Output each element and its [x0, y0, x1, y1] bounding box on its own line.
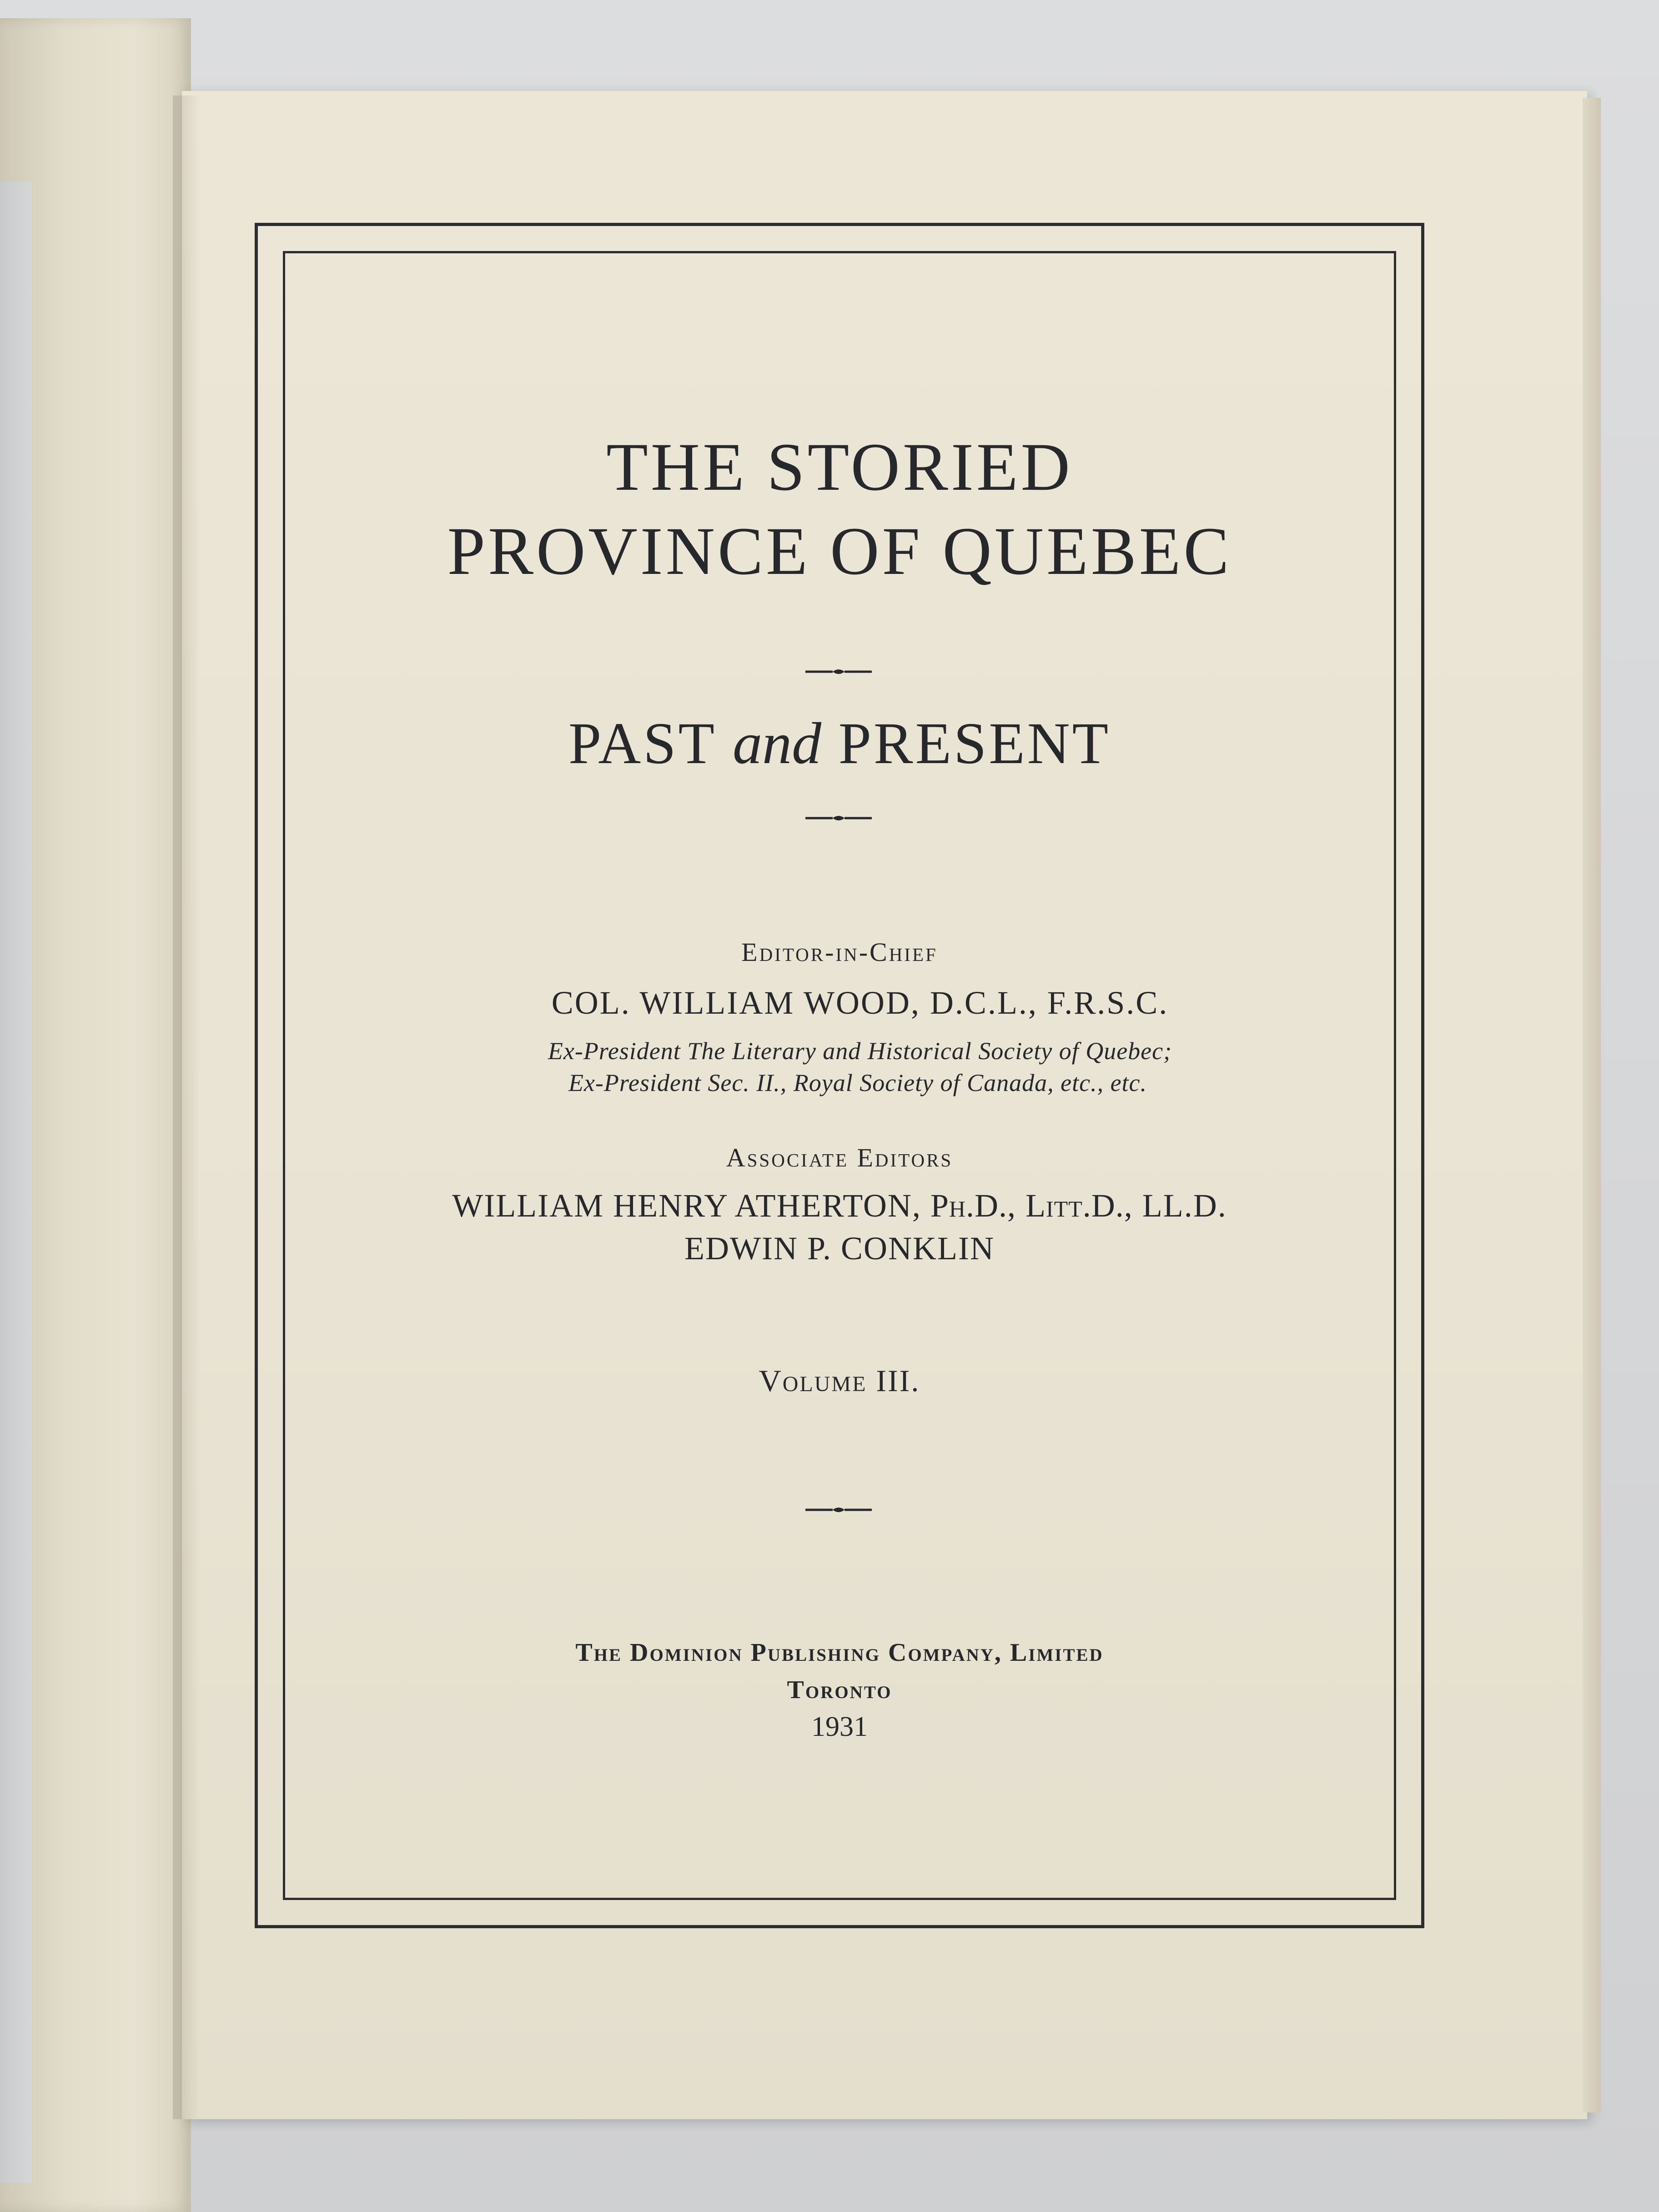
editor-credit-line-1: Ex-President The Literary and Historical Society of Quebec;: [548, 1037, 1172, 1065]
associate-editors-label: Associate Editors: [726, 1143, 953, 1172]
subtitle-part-and: and: [733, 711, 822, 776]
editor-in-chief-name: COL. WILLIAM WOOD, D.C.L., F.R.S.C.: [551, 985, 1169, 1021]
associate-editor-1: [283, 1187, 1396, 1225]
publisher-name: The Dominion Publishing Company, Limited: [575, 1639, 1104, 1667]
facing-page-edge: [0, 182, 32, 2183]
ornament-rule-bottom: [804, 1504, 873, 1515]
page-block-edge: [1583, 98, 1601, 2112]
degree-lld: , LL.D.: [1124, 1187, 1227, 1224]
subtitle-part-past: PAST: [568, 711, 733, 776]
associate-editor-1-name: WILLIAM HENRY ATHERTON,: [452, 1187, 930, 1224]
gutter-shadow: [173, 96, 200, 2119]
publication-year: 1931: [811, 1711, 868, 1742]
title-page-content: [283, 251, 1396, 1900]
publisher-city: Toronto: [787, 1676, 892, 1704]
subtitle-part-present: PRESENT: [821, 711, 1111, 776]
associate-editor-2: EDWIN P. CONKLIN: [684, 1230, 995, 1267]
book-title-line-1: THE STORIED: [606, 429, 1073, 505]
ornament-rule-top: [804, 666, 873, 677]
book-subtitle: [283, 711, 1396, 776]
editor-in-chief-label: Editor-in-Chief: [741, 937, 938, 967]
volume-number: Volume III.: [759, 1363, 920, 1398]
editor-credit-line-2: Ex-President Sec. II., Royal Society of Canada, etc., etc.: [568, 1069, 1147, 1096]
degree-phd: Ph.D.: [930, 1187, 1008, 1224]
degree-separator: ,: [1007, 1187, 1026, 1224]
book-title-line-2: PROVINCE OF QUEBEC: [447, 513, 1232, 589]
ornament-rule-middle: [804, 813, 873, 824]
degree-littd: Litt.D.: [1026, 1187, 1124, 1224]
